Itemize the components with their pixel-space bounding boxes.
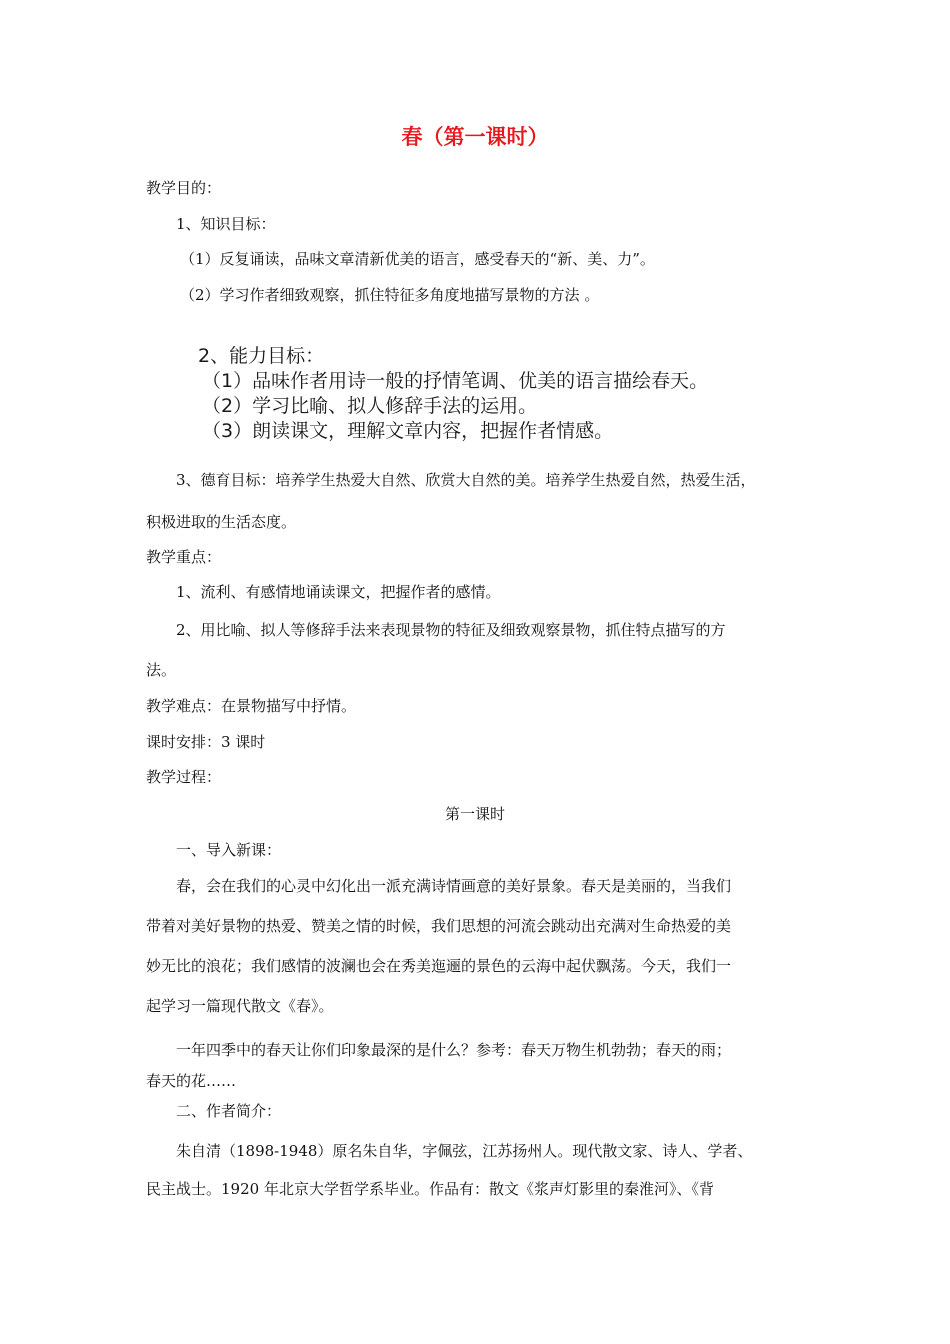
objectives-heading: 教学目的： [146,179,222,197]
section-2-p1-line-1: 朱自清（1898-1948）原名朱自华，字佩弦，江苏扬州人。现代散文家、诗人、学者、 [176,1142,753,1160]
section-1-p1-line-3: 妙无比的浪花；我们感情的波澜也会在秀美迤逦的景色的云海中起伏飘荡。今天，我们一 [146,957,732,975]
ability-item-2: （2）学习比喻、拟人修辞手法的运用。 [202,395,538,417]
section-1-p1-line-1: 春，会在我们的心灵中幻化出一派充满诗情画意的美好景象。春天是美丽的，当我们 [176,877,732,895]
lesson-title: 第一课时 [444,805,505,823]
key-points-heading: 教学重点： [146,548,222,566]
document-title: 春（第一课时） [401,125,549,149]
knowledge-item-1: （1）反复诵读，品味文章清新优美的语言，感受春天的“新、美、力”。 [180,250,655,268]
section-1-p1-line-4: 起学习一篇现代散文《春》。 [146,997,334,1015]
section-1-p2-line-2: 春天的花…… [146,1072,237,1090]
ability-item-1: （1）品味作者用诗一般的抒情笔调、优美的语言描绘春天。 [202,370,709,392]
ability-objectives-image [196,338,716,448]
schedule: 课时安排：3 课时 [146,733,266,751]
section-1-p1-line-2: 带着对美好景物的热爱、赞美之情的时候，我们思想的河流会跳动出充满对生命热爱的美 [146,917,732,935]
moral-line-1: 3、德育目标：培养学生热爱大自然、欣赏大自然的美。培养学生热爱自然，热爱生活， [176,471,756,489]
key-point-1: 1、流利、有感情地诵读课文，把握作者的感情。 [176,583,501,601]
key-point-2-line-2: 法。 [146,661,177,679]
key-point-2-line-1: 2、用比喻、拟人等修辞手法来表现景物的特征及细致观察景物，抓住特点描写的方 [176,621,726,639]
section-2-p1-line-2: 民主战士。1920 年北京大学哲学系毕业。作品有：散文《浆声灯影里的秦淮河》、《背 [146,1180,714,1198]
process-heading: 教学过程： [146,768,222,786]
ability-heading: 2、能力目标： [198,345,325,367]
difficulty: 教学难点：在景物描写中抒情。 [146,697,357,715]
section-1-heading: 一、导入新课： [176,841,282,859]
knowledge-heading: 1、知识目标： [176,215,276,233]
moral-line-2: 积极进取的生活态度。 [146,513,297,531]
ability-item-3: （3）朗读课文，理解文章内容，把握作者情感。 [202,420,614,442]
section-1-p2-line-1: 一年四季中的春天让你们印象最深的是什么？参考：春天万物生机勃勃；春天的雨； [176,1041,732,1059]
section-2-heading: 二、作者简介： [176,1102,282,1120]
knowledge-item-2: （2）学习作者细致观察，抓住特征多角度地描写景物的方法 。 [180,286,600,304]
